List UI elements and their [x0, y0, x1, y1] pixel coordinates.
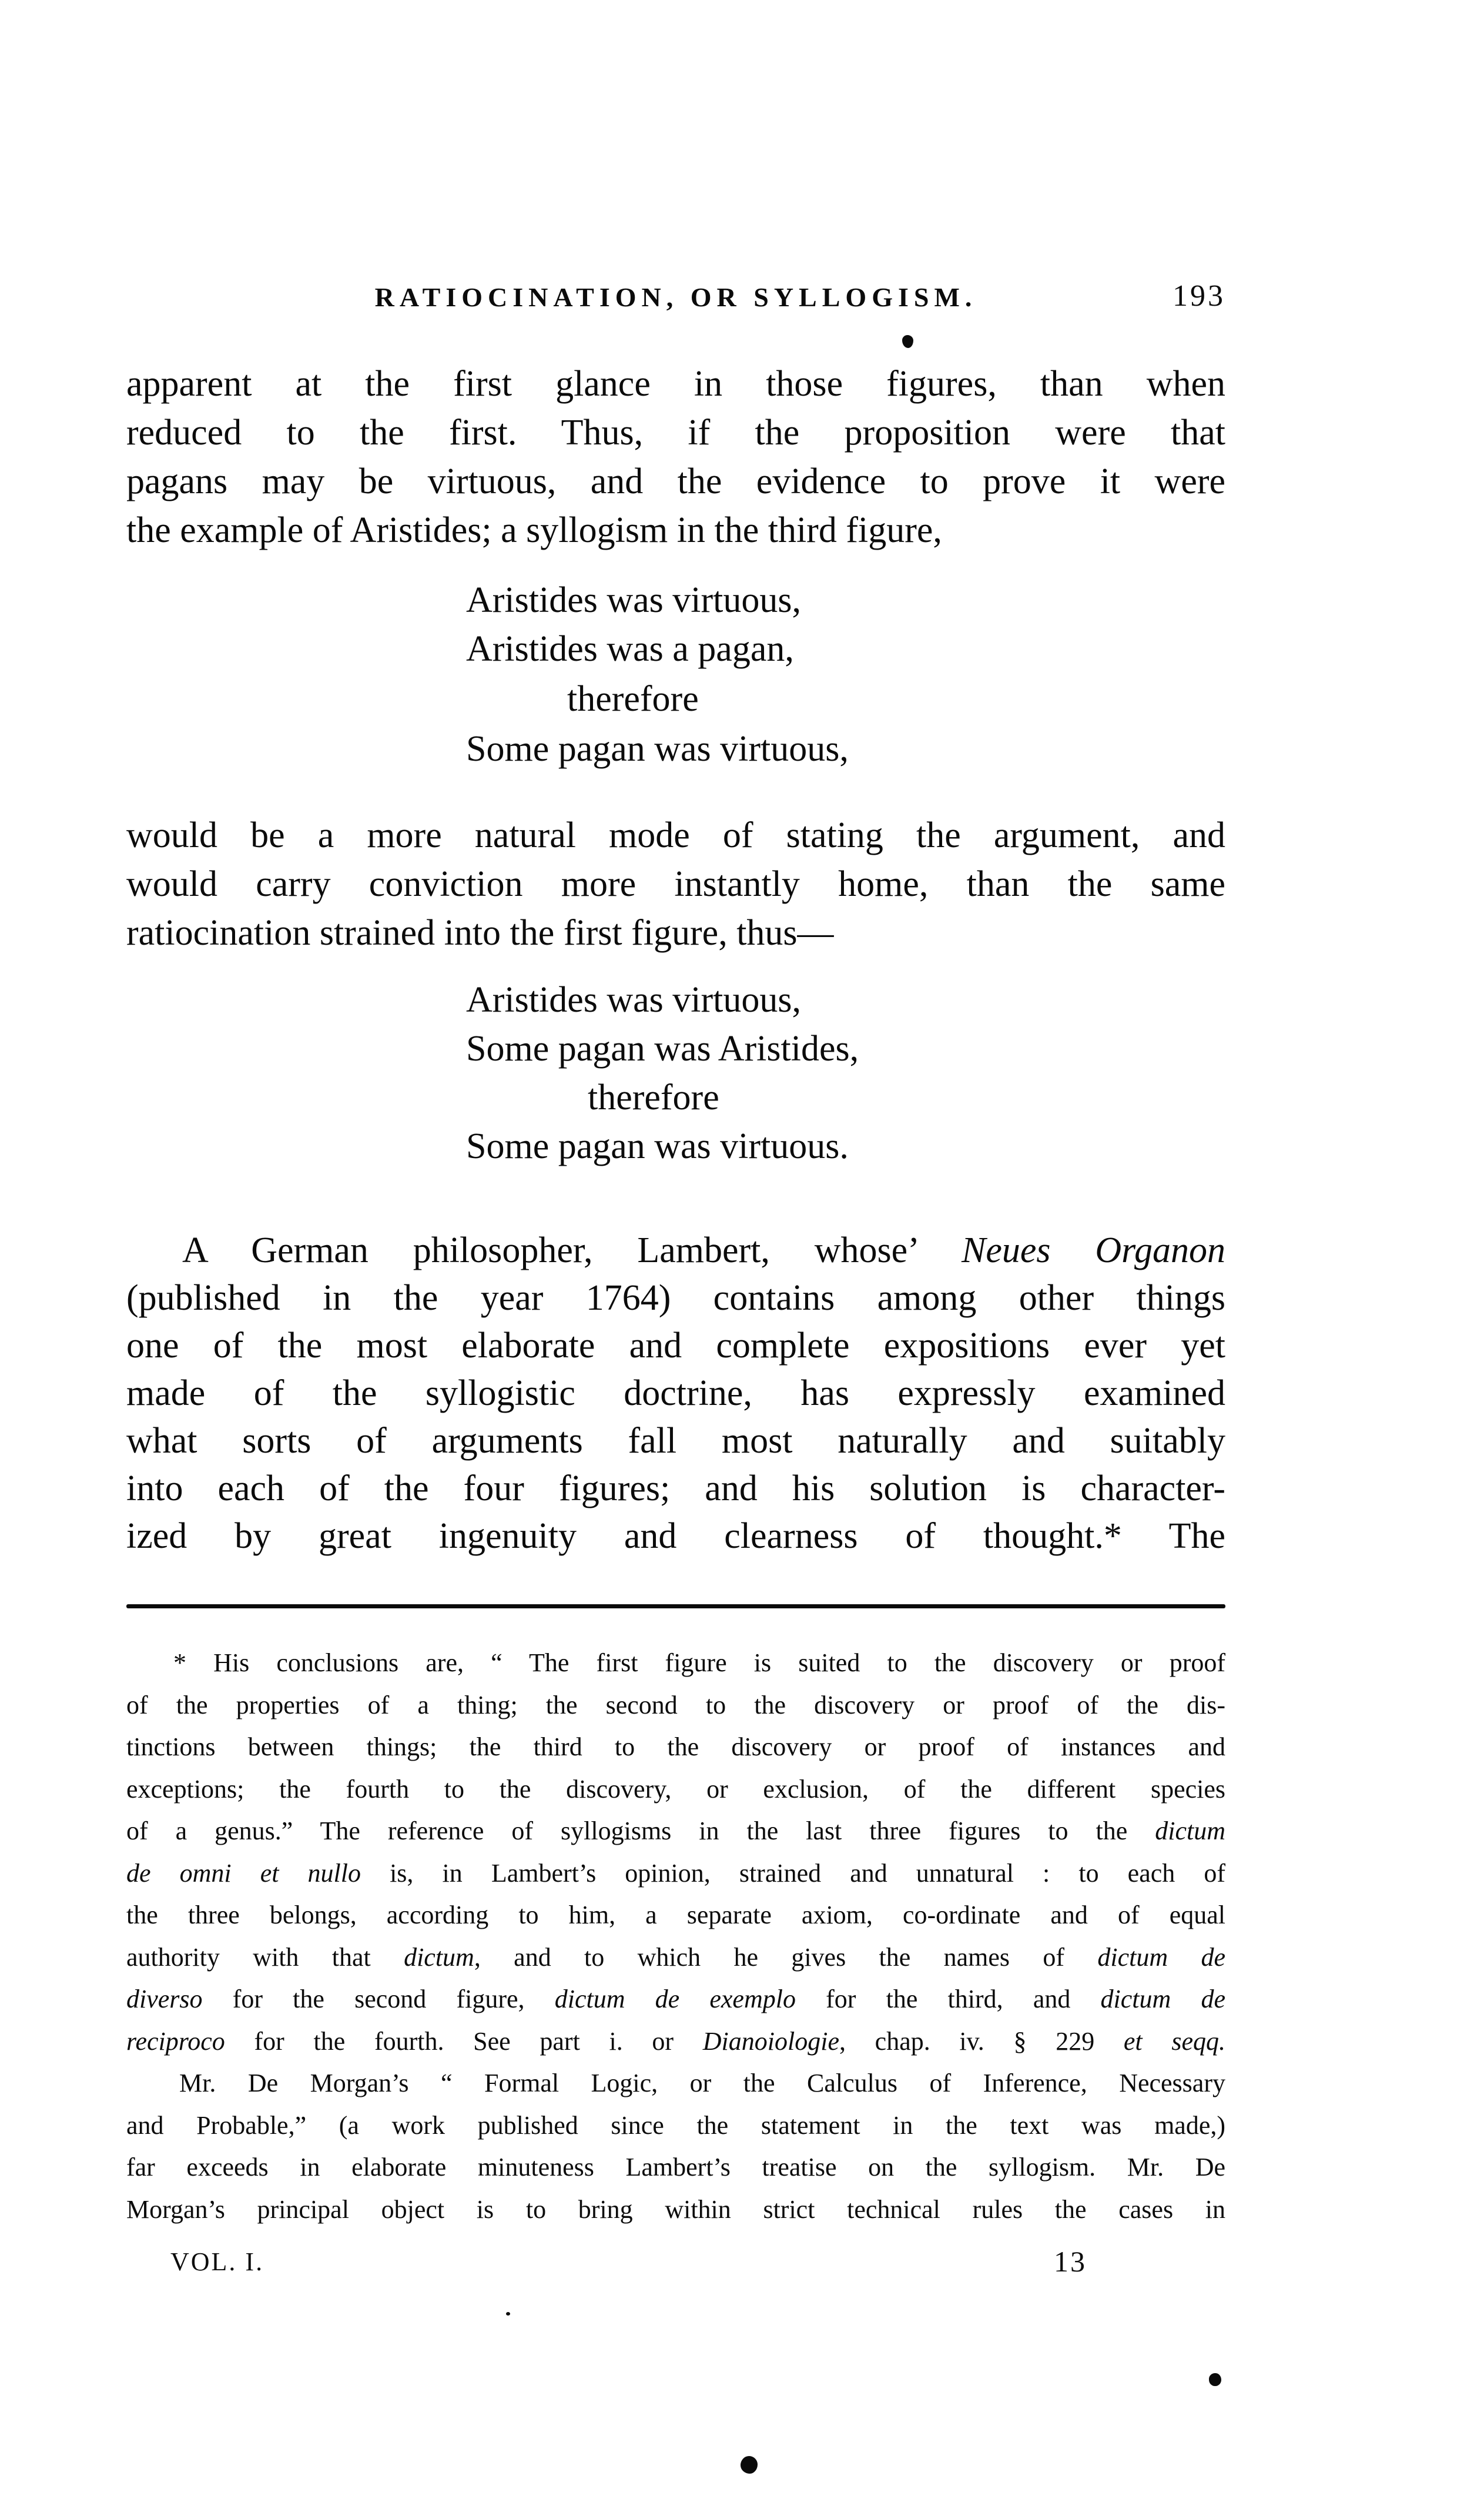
- footnote-line: de omni et nullo is, in Lambert’s opinion, strained and unnatural : to each of: [126, 1859, 1226, 1888]
- footnote-line: Mr. De Morgan’s “ Formal Logic, or the Calculus of Inference, Necessary: [179, 2069, 1225, 2097]
- body-line: made of the syllogistic doctrine, has expressly examined: [126, 1373, 1225, 1413]
- body-line: A German philosopher, Lambert, whose’ Neues Organon: [182, 1230, 1226, 1270]
- footnote-line: Morgan’s principal object is to bring within strict technical rules the cases in: [126, 2195, 1225, 2224]
- footnote-separator-rule: [126, 1604, 1225, 1608]
- body-line: (published in the year 1764) contains among other things: [126, 1278, 1225, 1318]
- body-line: what sorts of arguments fall most naturally and suitably: [126, 1421, 1225, 1461]
- syllogism-line: Aristides was a pagan,: [466, 629, 794, 669]
- body-line: reduced to the first. Thus, if the proposition were that: [126, 413, 1225, 453]
- body-line: would be a more natural mode of stating the argument, and: [126, 815, 1225, 855]
- ink-spot: [741, 2456, 758, 2474]
- footnote-line: the three belongs, according to him, a separate axiom, co-ordinate and of equal: [126, 1901, 1225, 1929]
- running-header: RATIOCINATION, OR SYLLOGISM.: [374, 282, 977, 312]
- footnote-line: far exceeds in elaborate minuteness Lambert’s treatise on the syllogism. Mr. De: [126, 2153, 1225, 2182]
- body-line: into each of the four figures; and his solution is character-: [126, 1468, 1225, 1508]
- footnote-line: * His conclusions are, “ The first figure is suited to the discovery or proof: [173, 1648, 1225, 1677]
- syllogism-line: Some pagan was Aristides,: [466, 1029, 859, 1069]
- signature-number: 13: [1054, 2245, 1087, 2278]
- syllogism-line: Aristides was virtuous,: [466, 980, 802, 1020]
- footnote-line: of a genus.” The reference of syllogisms in the last three figures to the dictum: [126, 1816, 1225, 1845]
- body-line: the example of Aristides; a syllogism in the third figure,: [126, 510, 942, 550]
- syllogism-line: Aristides was virtuous,: [466, 580, 802, 620]
- ink-spot: [1209, 2373, 1221, 2386]
- syllogism-line: therefore: [588, 1078, 719, 1117]
- syllogism-line: Some pagan was virtuous.: [466, 1126, 849, 1166]
- ink-spot: [506, 2312, 510, 2316]
- footnote-line: exceptions; the fourth to the discovery, or exclusion, of the different species: [126, 1775, 1225, 1804]
- footnote-line: and Probable,” (a work published since the statement in the text was made,): [126, 2111, 1225, 2140]
- body-line: would carry conviction more instantly home, than the same: [126, 864, 1225, 904]
- footnote-line: authority with that dictum, and to which he gives the names of dictum de: [126, 1943, 1225, 1972]
- body-line: pagans may be virtuous, and the evidence to prove it were: [126, 461, 1225, 501]
- body-line: one of the most elaborate and complete expositions ever yet: [126, 1326, 1225, 1366]
- body-line: apparent at the first glance in those figures, than when: [126, 364, 1225, 404]
- syllogism-line: Some pagan was virtuous,: [466, 729, 849, 769]
- footnote-line: reciproco for the fourth. See part i. or Dianoiologie, chap. iv. § 229 et seqq.: [126, 2027, 1226, 2056]
- page-number: 193: [1173, 279, 1225, 313]
- volume-label: VOL. I.: [170, 2247, 264, 2276]
- footnote-line: of the properties of a thing; the second to the discovery or proof of the dis-: [126, 1691, 1225, 1719]
- footnote-line: diverso for the second figure, dictum de exemplo for the third, and dictum de: [126, 1985, 1225, 2013]
- body-line: ratiocination strained into the first figure, thus—: [126, 913, 834, 953]
- ink-spot: [902, 335, 913, 348]
- footnote-line: tinctions between things; the third to the discovery or proof of instances and: [126, 1732, 1225, 1761]
- body-line: ized by great ingenuity and clearness of thought.* The: [126, 1516, 1225, 1556]
- syllogism-line: therefore: [567, 679, 699, 719]
